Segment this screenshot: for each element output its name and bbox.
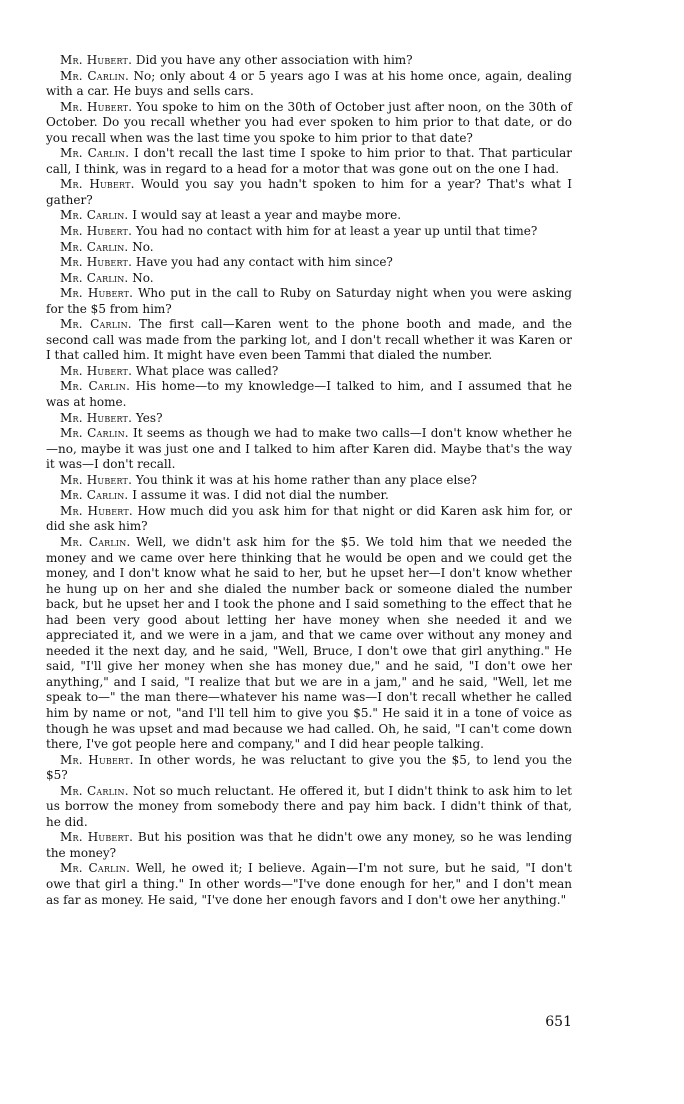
transcript-paragraph: [46, 861, 572, 908]
testimony-text: Have you had any contact with him since?: [132, 255, 393, 270]
speaker-label: Mr. Carlin.: [60, 783, 129, 798]
transcript-paragraph: [46, 488, 572, 504]
transcript-paragraph: [46, 411, 572, 427]
transcript-paragraph: [46, 100, 572, 147]
speaker-label: Mr. Hubert.: [60, 830, 134, 845]
speaker-label: Mr. Carlin.: [60, 534, 131, 549]
speaker-label: Mr. Carlin.: [60, 68, 130, 83]
speaker-label: Mr. Carlin.: [60, 208, 129, 223]
transcript-paragraph: [46, 255, 572, 271]
testimony-text: Who put in the call to Ruby on Saturday night when you were asking for the $5 from him?: [46, 286, 572, 316]
testimony-text: Would you say you hadn't spoken to him for a year? That's what I gather?: [46, 177, 572, 207]
testimony-text: You had no contact with him for at least a year up until that time?: [132, 224, 538, 239]
speaker-label: Mr. Carlin.: [60, 861, 131, 876]
testimony-text: How much did you ask him for that night or did Karen ask him for, or did she ask him?: [46, 503, 572, 534]
transcript-paragraph: [46, 146, 572, 177]
transcript-paragraph: [46, 379, 572, 410]
transcript-paragraph: [46, 53, 572, 69]
transcript-paragraph: [46, 364, 572, 380]
speaker-label: Mr. Carlin.: [60, 239, 129, 254]
transcript-paragraph: [46, 208, 572, 224]
testimony-text: No.: [128, 239, 154, 254]
transcript-paragraph: [46, 784, 572, 831]
speaker-label: Mr. Hubert.: [60, 177, 135, 192]
transcript-paragraph: [46, 504, 572, 535]
testimony-text: I don't recall the last time I spoke to him prior to that. That particular call, I think, was in regard to a head for a motor that was gone out on the one I had.: [46, 146, 572, 176]
speaker-label: Mr. Carlin.: [60, 317, 132, 332]
speaker-label: Mr. Hubert.: [60, 752, 134, 767]
speaker-label: Mr. Carlin.: [60, 379, 131, 394]
transcript-paragraph: [46, 830, 572, 861]
testimony-text: The first call—Karen went to the phone booth and made, and the second call was made from the parking lot, and I don't recall whether it was Karen or I that called him. It might have even been Tammi that dialed the number.: [46, 317, 572, 363]
transcript-page: [46, 53, 572, 908]
speaker-label: Mr. Hubert.: [60, 99, 133, 114]
testimony-text: Did you have any other association with him?: [132, 53, 413, 67]
speaker-label: Mr. Carlin.: [60, 488, 129, 503]
transcript-paragraph: [46, 753, 572, 784]
testimony-text: Well, he owed it; I believe. Again—I'm not sure, but he said, "I don't owe that girl a thing." In other words—"I've done enough for her," and I don't mean as far as money. He said, "I've done her enough favors and I don't owe her anything.": [46, 861, 572, 907]
speaker-label: Mr. Carlin.: [60, 270, 129, 285]
testimony-text: But his position was that he didn't owe any money, so he was lending the money?: [46, 830, 572, 860]
testimony-text: His home—to my knowledge—I talked to him, and I assumed that he was at home.: [46, 379, 572, 410]
transcript-paragraph: [46, 224, 572, 240]
testimony-text: What place was called?: [132, 363, 279, 378]
testimony-text: Not so much reluctant. He offered it, but I didn't think to ask him to let us borrow the money from somebody there and pay him back. I didn't think of that, he did.: [46, 783, 572, 829]
speaker-label: Mr. Hubert.: [60, 53, 133, 67]
testimony-text: I assume it was. I did not dial the number.: [128, 488, 389, 503]
transcript-paragraph: [46, 177, 572, 208]
testimony-text: Well, we didn't ask him for the $5. We told him that we needed the money and we came over here thinking that he would be open and we could get the money, and I don't know what he said to her, but he upset her—I don't know whether he hung up on her and she dialed the number back or someone dialed the number back, but he upset her and I took the phone and I said something to the effect that he had been very good about letting her have money when she needed it and we appreciated it, and we were in a jam, and that we came over without any money and needed it the next day, and he said, "Well, Bruce, I don't owe that girl anything." He said, "I'll give her money when she has money due," and he said, "I don't owe her anything," and I said, "I realize that but we are in a jam," and he said, "Well, let me speak to—" the man there—whatever his name was—I don't recall whether he called him by name or not, "and I'll tell him to give you $5." He said it in a tone of voice as though he was upset and mad because we had called. Oh, he said, "I can't come down there, I've got people here and company," and I did hear people talking.: [46, 534, 572, 752]
page-number: 651: [545, 1014, 572, 1030]
speaker-label: Mr. Hubert.: [60, 472, 133, 487]
testimony-text: No.: [128, 270, 154, 285]
testimony-text: No; only about 4 or 5 years ago I was at his home once, again, dealing with a car. He buys and sells cars.: [46, 68, 572, 99]
testimony-text: You think it was at his home rather than any place else?: [132, 472, 477, 487]
speaker-label: Mr. Carlin.: [60, 146, 130, 161]
testimony-text: In other words, he was reluctant to give you the $5, to lend you the $5?: [46, 752, 572, 783]
transcript-paragraph: [46, 286, 572, 317]
speaker-label: Mr. Hubert.: [60, 286, 134, 301]
transcript-paragraph: [46, 317, 572, 364]
testimony-text: It seems as though we had to make two calls—I don't know whether he—no, maybe it was just one and I talked to him after Karen did. Maybe that's the way it was—I don't recall.: [46, 426, 572, 472]
speaker-label: Mr. Hubert.: [60, 224, 133, 239]
speaker-label: Mr. Carlin.: [60, 426, 129, 441]
transcript-paragraph: [46, 271, 572, 287]
testimony-text: Yes?: [132, 410, 163, 425]
transcript-paragraph: [46, 535, 572, 753]
speaker-label: Mr. Hubert.: [60, 410, 133, 425]
speaker-label: Mr. Hubert.: [60, 255, 133, 270]
testimony-text: You spoke to him on the 30th of October just after noon, on the 30th of October. Do you recall whether you had ever spoken to him prior to that date, or do you recall when was the last time you spoke to him prior to that date?: [46, 99, 572, 145]
speaker-label: Mr. Hubert.: [60, 503, 133, 518]
speaker-label: Mr. Hubert.: [60, 363, 133, 378]
testimony-text: I would say at least a year and maybe more.: [128, 208, 402, 223]
transcript-paragraph: [46, 426, 572, 473]
transcript-paragraph: [46, 240, 572, 256]
transcript-paragraph: [46, 473, 572, 489]
transcript-paragraph: [46, 69, 572, 100]
